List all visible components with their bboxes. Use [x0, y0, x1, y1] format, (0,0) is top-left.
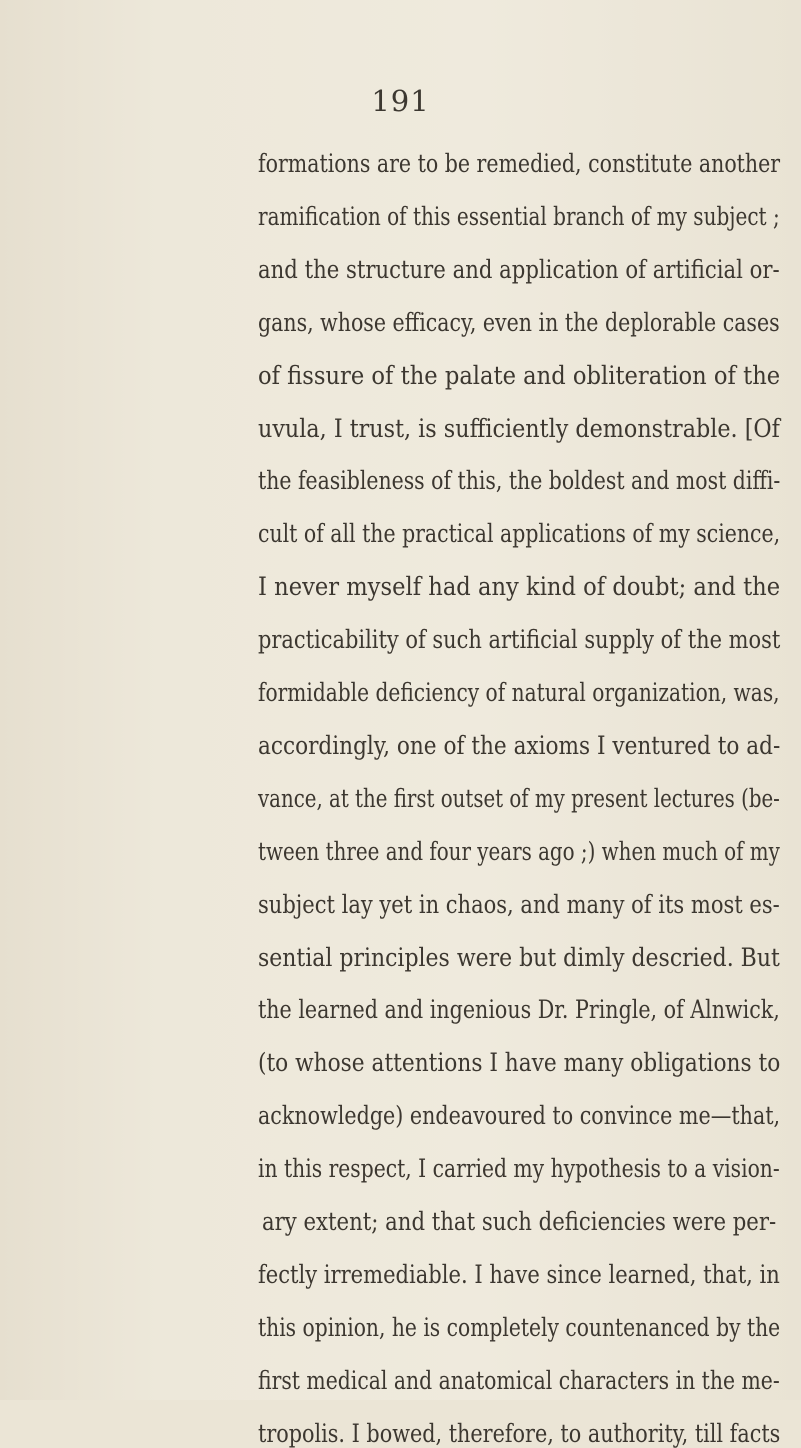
text-line-2: ramification of this essential branch of my subject ;	[258, 201, 780, 231]
text-line-9: I never myself had any kind of doubt; and the	[258, 572, 781, 602]
text-line-23: this opinion, he is completely countenanced by the	[258, 1312, 781, 1342]
text-line-1: formations are to be remedied, constitute another	[258, 149, 781, 178]
text-line-13: vance, at the first outset of my present lectures (be-	[258, 783, 780, 813]
text-line-6: uvula, I trust, is sufficiently demonstrable. [Of	[258, 413, 780, 443]
text-line-11: formidable deficiency of natural organization, was,	[258, 678, 780, 707]
text-line-15: subject lay yet in chaos, and many of its most es-	[258, 889, 780, 919]
text-line-17: the learned and ingenious Dr. Pringle, of Alnwick,	[258, 995, 780, 1025]
text-line-21: ary extent; and that such deficiencies were per-	[262, 1207, 777, 1236]
text-line-19: acknowledge) endeavoured to convince me—that,	[258, 1101, 781, 1131]
text-line-22: fectly irremediable. I have since learned, that, in	[258, 1259, 780, 1289]
text-line-16: sential principles were but dimly descried. But	[258, 942, 780, 972]
text-line-18: (to whose attentions I have many obligations to	[258, 1048, 781, 1078]
text-line-12: accordingly, one of the axioms I ventured to ad-	[258, 730, 781, 760]
text-line-5: of fissure of the palate and obliteration of the	[258, 360, 781, 390]
text-line-7: the feasibleness of this, the boldest and most diffi-	[258, 466, 781, 496]
text-line-14: tween three and four years ago ;) when much of my	[258, 836, 780, 866]
text-line-10: practicability of such artificial supply of the most	[258, 625, 781, 655]
text-line-24: first medical and anatomical characters in the me-	[258, 1365, 780, 1395]
text-line-20: in this respect, I carried my hypothesis to a vision-	[258, 1154, 780, 1184]
text-line-25: tropolis. I bowed, therefore, to authority, till facts	[258, 1418, 781, 1448]
page-number: 191	[371, 84, 430, 118]
text-line-4: gans, whose efficacy, even in the deplorable cases	[258, 307, 780, 337]
text-line-3: and the structure and application of artificial or-	[258, 254, 780, 284]
text-line-8: cult of all the practical applications of my science,	[258, 519, 781, 549]
